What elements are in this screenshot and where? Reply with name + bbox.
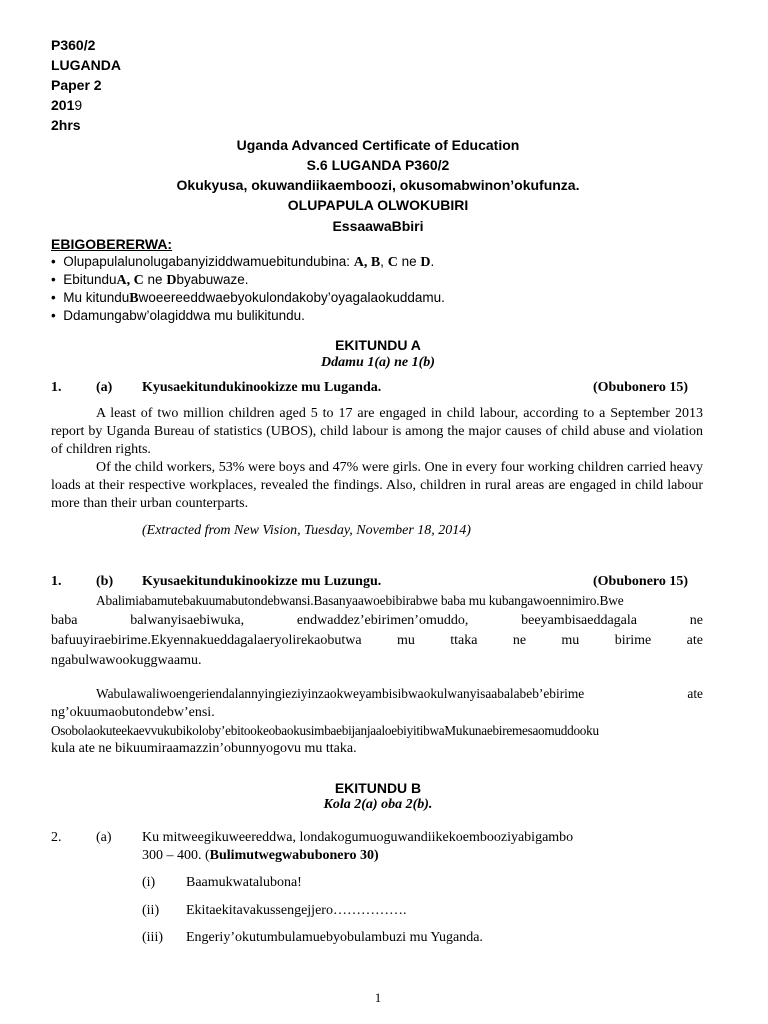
question-2a-word-count: 300 – 400. (Bulimutwegwabubonero 30) [142,848,379,863]
option-number: (i) [142,875,156,890]
question-1a-prompt: Kyusaekitundukinookizze mu Luganda. [142,380,382,395]
exam-duration: 2hrs [51,117,81,133]
passage-paragraph-1: A least of two million children aged 5 to 17 are engaged in child labour, according to a September 2013 report by Uganda Bureau of statistics (UBOS), child labour is among the major causes of child abuse and violation of children rights. [51,406,703,457]
section-a-instruction: Ddamu 1(a) ne 1(b) [321,355,435,370]
page-number: 1 [374,990,382,1005]
luganda-passage-line-4: ngabulwawookuggwaamu. [51,653,202,668]
exam-year [51,97,82,113]
section-a-heading: EKITUNDU A [335,337,421,353]
option-text: Baamukwatalubona! [186,875,302,890]
bullet-icon: • [51,254,56,269]
passage-source: (Extracted from New Vision, Tuesday, November 18, 2014) [142,523,471,538]
exam-year-main: 201 [51,97,75,113]
section-b-heading: EKITUNDU B [334,780,422,796]
question-2a-prompt: Ku mitweegikuweereddwa, londakogumuoguwandiikekoemboozi​yabigambo [142,830,574,845]
instruction-item-3: • Mu kitunduBwoeereeddwaebyokulondakoby’oyagalaokuddamu. [51,290,445,306]
bullet-icon: • [51,272,56,287]
question-1b-marks: (Obubonero 15) [593,574,689,589]
question-1a-passage [51,405,703,513]
instruction-item-4: • Ddamungabw’olagiddwa mu bulikitundu. [51,308,305,323]
question-1b-part: (b) [96,574,114,589]
question-1a-number: 1. [51,380,62,395]
paper-name: OLUPAPULA OLWOKUBIRI [287,197,469,213]
luganda-passage-line-6: ng’okuumaobutondebw’ensi. [51,705,215,720]
option-text: Engeriy’okutumbulamuebyobulambuzi mu Yuganda. [186,930,483,945]
question-1b-prompt: Kyusaekitundukinookizze mu Luzungu. [142,574,382,589]
subject-name: LUGANDA [51,57,121,73]
instruction-item-2: • EbitunduA, C ne Dbyabuwaze. [51,272,249,288]
instruction-item-1: • Olupapulalunolugabanyiziddwamuebitundubina: A, B, C ne D. [51,254,435,270]
luganda-passage-line-8: kula ate ne bikuumiraamazzin’obunnyogovu mu ttaka. [51,741,357,756]
course-title: S.6 LUGANDA P360/2 [306,157,450,173]
luganda-passage-line-7: Osobolaokuteekaevvukubikoloby’ebitookeobaokusimbaebijanjaaloebiyitibwaMukunaebiremesaomuddooku [51,723,599,738]
question-1a-marks: (Obubonero 15) [593,380,689,395]
passage-paragraph-2: Of the child workers, 53% were boys and 47% were girls. One in every four working children carried heavy loads at their respective workplaces, revealed the findings. Also, children in rural areas are engaged in child labour more than their urban counterparts. [51,460,703,511]
paper-subtitle: Okukyusa, okuwandiikaemboozi, okusomabwinon’okufunza. [176,177,580,193]
luganda-passage-line-1: Abalimiabamutebakuumabutondebwansi.Basanyaawoebibirabwe baba mu kubangawoennimiro.Bwe [96,593,624,608]
instructions-heading: EBIGOBERERWA: [51,236,173,252]
question-1b-number: 1. [51,574,62,589]
option-number: (iii) [142,930,163,945]
paper-number: Paper 2 [51,77,102,93]
exam-year-tail: 9 [74,97,83,113]
bullet-icon: • [51,290,56,305]
exam-board-title: Uganda Advanced Certificate of Education [236,137,520,153]
bullet-icon: • [51,308,56,323]
paper-code: P360/2 [51,37,96,53]
question-2a-part: (a) [96,830,112,845]
luganda-passage-line-2: baba balwanyisaebiwuka, endwaddez’ebirimen’omuddo, beeyambisaeddagala ne [51,613,703,628]
luganda-passage-line-3: bafuuyiraebirime.Ekyennakueddagalaeryolirekaobutwa mu ttaka ne mu birime ate [51,633,703,648]
option-text: Ekitaekitavakussengejjero……………. [186,903,407,918]
section-b-instruction: Kola 2(a) oba 2(b). [323,797,433,812]
luganda-passage-line-5: Wabulawaliwoengeriendalannyingieziyinzaokweyambisibwaokulwanyisaabalabeb’ebirime ate [96,686,703,701]
option-number: (ii) [142,903,160,918]
duration-text: EssaawaBbiri [332,218,424,234]
question-2a-number: 2. [51,830,62,845]
question-1a-part: (a) [96,380,113,395]
